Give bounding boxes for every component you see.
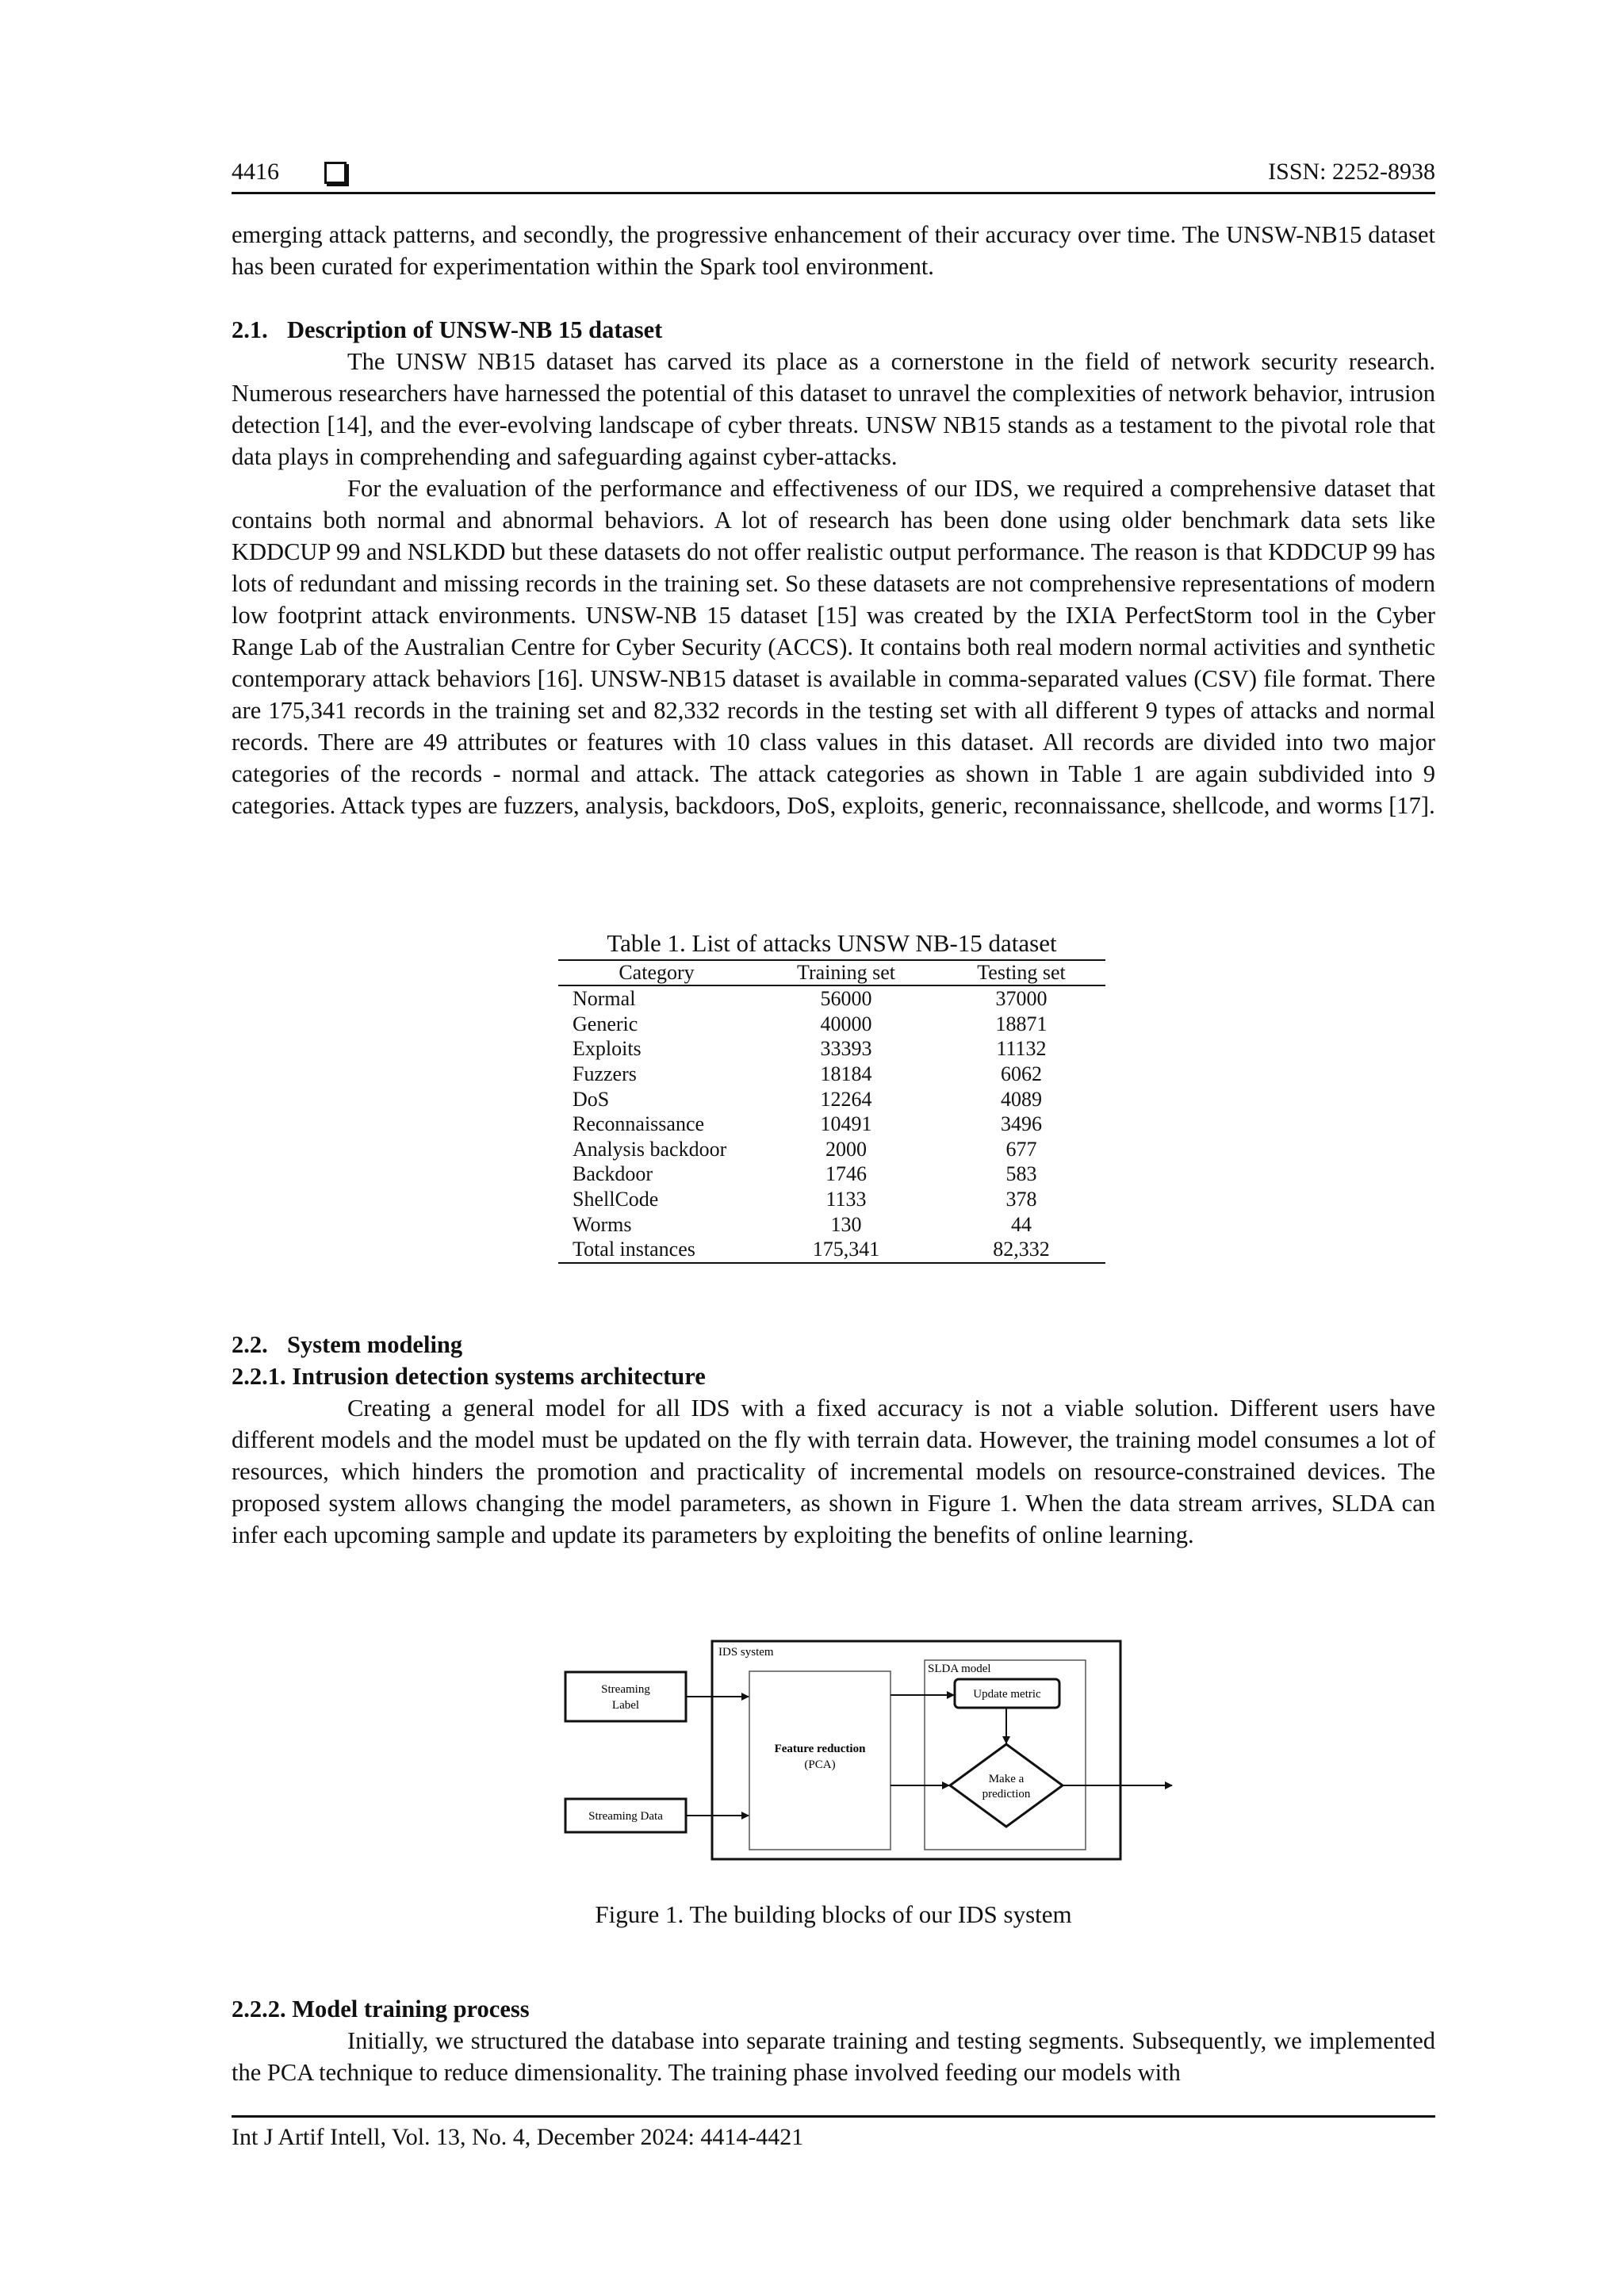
cell-category: Normal [573, 987, 636, 1011]
cell-testing: 3496 [1001, 1112, 1042, 1136]
cell-testing: 11132 [996, 1037, 1047, 1061]
col-header-category: Category [558, 960, 755, 985]
cell-training: 130 [830, 1212, 862, 1236]
cell-category: Exploits [573, 1037, 642, 1061]
cell-testing: 37000 [995, 987, 1048, 1011]
cell-training: 1746 [825, 1162, 867, 1186]
cell-category: Generic [573, 1012, 638, 1035]
table-caption: Table 1. List of attacks UNSW NB-15 dataset [607, 929, 1057, 957]
prediction-diamond [950, 1744, 1063, 1827]
section-2-1-paragraph-2: For the evaluation of the performance and effectiveness of our IDS, we required a comprehensive dataset that contains both normal and abnormal behaviors. A lot of research has been done using older benchmark data sets like KDDCUP 99 and NSLKDD but these datasets do not offer realistic output performance. The reason is that KDDCUP 99 has lots of redundant and missing records in the training set. So these datasets are not comprehensive representations of modern low footprint attack environments. UNSW-NB 15 dataset [15] was created by the IXIA PerfectStorm tool in the Cyber Range Lab of the Australian Centre for Cyber Security (ACCS). It contains both real modern normal activities and synthetic contemporary attack behaviors [16]. UNSW-NB15 dataset is available in comma-separated values (CSV) file format. There are 175,341 records in the training set and 82,332 records in the testing set with all different 9 types of attacks and normal records. There are 49 attributes or features with 10 class values in this dataset. All records are divided into two major categories of the records - normal and attack. The attack categories as shown in Table 1 are again subdivided into 9 categories. Attack types are fuzzers, analysis, backdoors, DoS, exploits, generic, reconnaissance, shellcode, and worms [17]. [232, 475, 1435, 819]
col-header-training: Training set [755, 960, 937, 985]
table-row-total [558, 1237, 1105, 1263]
feature-reduction-label: Feature reduction [774, 1743, 866, 1755]
cell-category: DoS [573, 1087, 610, 1111]
slda-model-label: SLDA model [928, 1663, 991, 1675]
cell-training: 12264 [820, 1087, 872, 1111]
cell-category: Reconnaissance [573, 1112, 705, 1136]
cell-testing: 18871 [995, 1012, 1048, 1035]
footer-citation: Int J Artif Intell, Vol. 13, No. 4, December 2024: 4414-4421 [232, 2124, 804, 2150]
figure-caption: Figure 1. The building blocks of our IDS system [595, 1900, 1072, 1928]
table-row [558, 1112, 1105, 1137]
section-2-1-paragraph-1: The UNSW NB15 dataset has carved its place as a cornerstone in the field of network security research. Numerous researchers have harnessed the potential of this dataset to unravel the complexities of network behavior, intrusion detection [14], and the ever-evolving landscape of cyber threats. UNSW NB15 stands as a testament to the pivotal role that data plays in comprehending and safeguarding against cyber-attacks. [232, 348, 1435, 470]
page-number: 4416 [232, 159, 279, 185]
section-heading-2-1: 2.1. Description of UNSW-NB 15 dataset [232, 316, 663, 343]
cell-category: Worms [573, 1212, 632, 1236]
update-metric-label: Update metric [973, 1688, 1041, 1701]
cell-category: Analysis backdoor [573, 1137, 727, 1161]
cell-training: 175,341 [755, 1237, 937, 1263]
section-heading-2-2: 2.2. System modeling [232, 1331, 463, 1358]
streaming-label-line1: Streaming [601, 1683, 650, 1696]
streaming-data-label: Streaming Data [588, 1810, 663, 1823]
cell-testing: 4089 [1001, 1087, 1042, 1111]
cell-training: 2000 [825, 1137, 867, 1161]
table-row [558, 1062, 1105, 1087]
page-header [232, 155, 1435, 190]
table-row [558, 1161, 1105, 1187]
table-row [558, 985, 1105, 1012]
header-rule [232, 192, 1435, 194]
footer-rule [232, 2115, 1435, 2118]
pca-label: (PCA) [804, 1758, 836, 1771]
streaming-label-line2: Label [611, 1699, 640, 1712]
cell-testing: 677 [1005, 1137, 1037, 1161]
table-row [558, 1187, 1105, 1212]
cell-testing: 6062 [1001, 1062, 1042, 1086]
attacks-table [558, 959, 1105, 1264]
cell-training: 18184 [820, 1062, 872, 1086]
square-bullet-icon [324, 162, 347, 184]
figure-1-diagram [555, 1633, 1174, 1887]
cell-training: 1133 [825, 1188, 867, 1211]
table-row [558, 1211, 1105, 1237]
cell-category: Total instances [558, 1237, 755, 1263]
cell-testing: 583 [1005, 1162, 1037, 1186]
cell-training: 33393 [820, 1037, 872, 1061]
section-heading-2-2-2: 2.2.2. Model training process [232, 1996, 530, 2022]
table-header-row [558, 960, 1105, 985]
make-a-label: Make a [988, 1773, 1025, 1785]
table-row [558, 1086, 1105, 1112]
cell-testing: 378 [1005, 1188, 1037, 1211]
prediction-label: prediction [982, 1788, 1031, 1800]
issn: ISSN: 2252-8938 [1268, 159, 1435, 185]
section-2-2-2-paragraph: Initially, we structured the database into separate training and testing segments. Subsequently, we implemented the PCA technique to reduce dimensionality. The training phase involved feeding our models with [232, 2027, 1435, 2086]
section-2-2-1-paragraph: Creating a general model for all IDS with a fixed accuracy is not a viable solution. Different users have different models and the model must be updated on the fly with terrain data. However, the training model consumes a lot of resources, which hinders the promotion and practicality of incremental models on resource-constrained devices. The proposed system allows changing the model parameters, as shown in Figure 1. When the data stream arrives, SLDA can infer each upcoming sample and update its parameters by exploiting the benefits of online learning. [232, 1395, 1435, 1548]
cell-training: 10491 [820, 1112, 872, 1136]
cell-category: Backdoor [573, 1162, 653, 1186]
cell-category: ShellCode [573, 1188, 659, 1211]
cell-training: 56000 [820, 987, 872, 1011]
table-row [558, 1036, 1105, 1062]
col-header-testing: Testing set [937, 960, 1105, 985]
cell-testing: 82,332 [937, 1237, 1105, 1263]
ids-system-box [712, 1641, 1120, 1859]
section-heading-2-2-1: 2.2.1. Intrusion detection systems architecture [232, 1363, 706, 1390]
table-row [558, 1012, 1105, 1037]
table-row [558, 1137, 1105, 1162]
cell-testing: 44 [1011, 1212, 1032, 1236]
ids-system-label: IDS system [718, 1646, 774, 1659]
streaming-label-box [565, 1672, 686, 1721]
intro-paragraph: emerging attack patterns, and secondly, the progressive enhancement of their accuracy over time. The UNSW-NB15 dataset has been curated for experimentation within the Spark tool environment. [232, 221, 1435, 280]
cell-training: 40000 [820, 1012, 872, 1035]
cell-category: Fuzzers [573, 1062, 637, 1086]
